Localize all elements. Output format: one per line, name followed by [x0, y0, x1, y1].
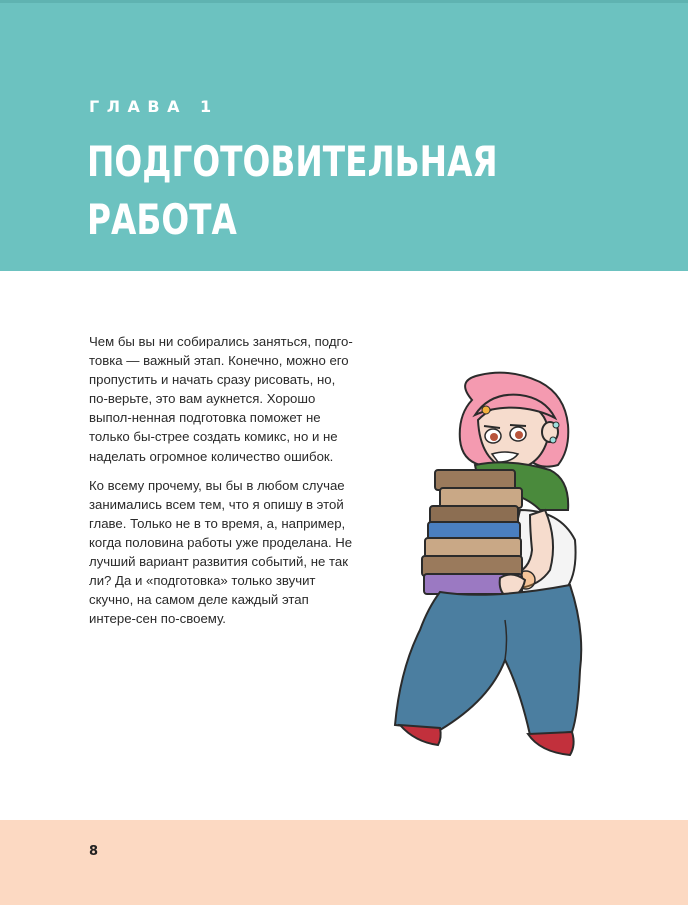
chapter-header [0, 0, 688, 271]
paragraph: Чем бы вы ни собирались заняться, подго-товка — важный этап. Конечно, можно его пропустить и начать сразу рисовать, но, по-верьте, это вам аукнется. Хорошо выпол-ненная подготовка поможет не только бы-стрее создать комикс, но и не наделать огромное количество ошибок. [89, 334, 353, 464]
paragraph: Ко всему прочему, вы бы в любом случае занимались всем тем, что я опишу в этой главе. Только не в то время, а, например, когда половина работы уже проделана. Не лучший вариант развития событий, не так ли? Да и «подготовка» только звучит скучно, на самом деле каждый этап интере-сен по-своему. [89, 477, 353, 627]
chapter-title-line-2: РАБОТА [87, 195, 237, 244]
girl-carrying-books-illustration [380, 370, 610, 770]
body-text [89, 332, 357, 638]
chapter-title-line-1: ПОДГОТОВИТЕЛЬНАЯ [87, 137, 498, 186]
page-footer [0, 820, 688, 905]
page-number: 8 [89, 844, 99, 859]
chapter-label: ГЛАВА 1 [89, 97, 219, 116]
chapter-title [87, 133, 498, 249]
